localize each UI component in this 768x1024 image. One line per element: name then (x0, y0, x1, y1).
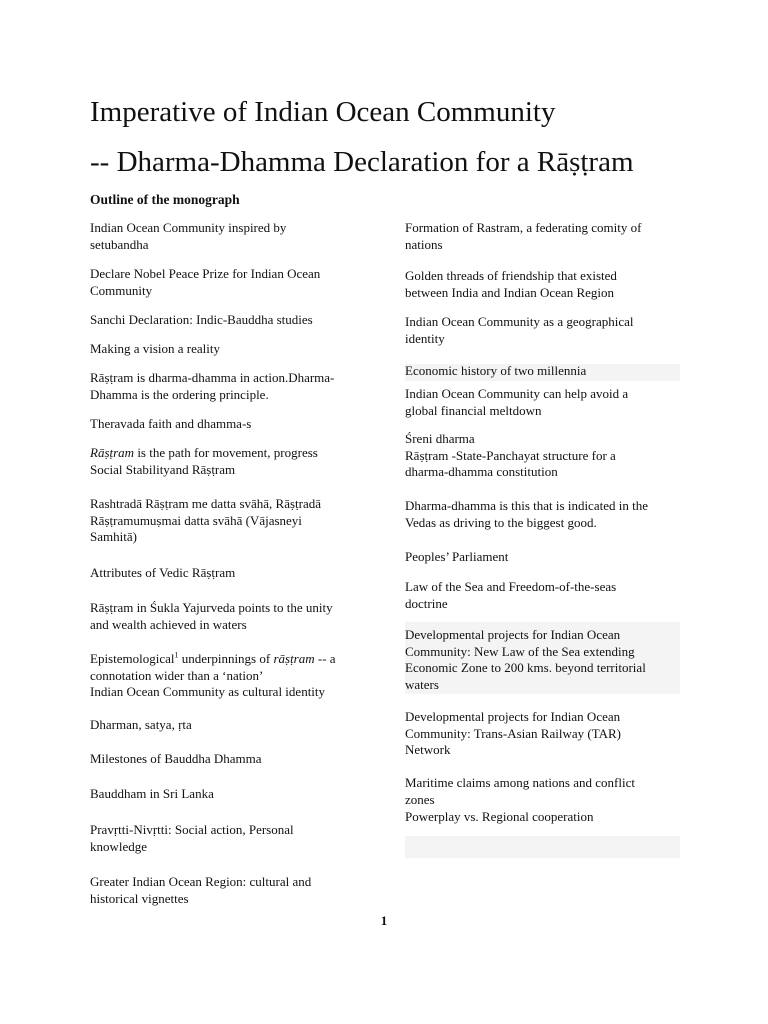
outline-item-line: Peoples’ Parliament (405, 549, 509, 564)
outline-item-line: Community: Trans-Asian Railway (TAR) (405, 725, 621, 741)
outline-item-line: Network (405, 742, 451, 757)
outline-item-line: Rāṣṭram -State-Panchayat structure for a (405, 447, 616, 463)
document-title-line-2: -- Dharma-Dhamma Declaration for a Rāṣṭram (90, 146, 634, 178)
page-number: 1 (380, 913, 388, 928)
outline-item (90, 266, 355, 299)
outline-item-line: historical vignettes (90, 890, 189, 906)
outline-item (405, 809, 677, 826)
outline-item-line: Vedas as driving to the biggest good. (405, 514, 597, 530)
outline-item-line: Community (90, 282, 153, 298)
outline-heading: Outline of the monograph (90, 192, 240, 207)
outline-item-line: Rāṣṭram is dharma-dhamma in action.Dharma- (90, 370, 335, 385)
outline-item (405, 579, 677, 612)
outline-item-line: Attributes of Vedic Rāṣṭram (90, 565, 236, 580)
outline-item (90, 717, 355, 734)
outline-item-line: zones (405, 791, 435, 807)
outline-item-line: Indian Ocean Community as a geographical (405, 314, 634, 329)
outline-item-line: Bauddham in Sri Lanka (90, 786, 214, 801)
outline-item (90, 312, 355, 329)
outline-item-line: Greater Indian Ocean Region: cultural and (90, 874, 312, 889)
shade-band (405, 836, 680, 858)
outline-item-line: between India and Indian Ocean Region (405, 284, 615, 300)
outline-item-line: Community: New Law of the Sea extending (405, 643, 635, 659)
outline-item (405, 775, 677, 808)
outline-item (405, 431, 677, 481)
outline-item (405, 386, 677, 419)
outline-item (90, 600, 355, 633)
italic-term: Rāṣṭram (90, 445, 135, 460)
outline-item (90, 874, 355, 907)
outline-item (90, 370, 355, 403)
outline-item-line: Formation of Rastram, a federating comity of (405, 220, 642, 235)
outline-item-line: Dharma-dhamma is this that is indicated in the (405, 498, 648, 513)
outline-item (405, 627, 677, 693)
document-title-line-1: Imperative of Indian Ocean Community (90, 96, 556, 128)
outline-item (90, 651, 355, 701)
outline-item-line: Developmental projects for Indian Ocean (405, 627, 621, 642)
outline-item-line: Rashtradā Rāṣṭram me datta svāhā, Rāṣṭradā (90, 496, 322, 511)
outline-item-line: nations (405, 236, 443, 252)
outline-item-line: Rāṣṭram in Śukla Yajurveda points to the unity (90, 600, 333, 615)
outline-item-line: Developmental projects for Indian Ocean (405, 709, 621, 724)
outline-item (405, 220, 677, 253)
outline-item-line: Economic history of two millennia (405, 363, 587, 378)
outline-item-line: Sanchi Declaration: Indic-Bauddha studies (90, 312, 313, 327)
outline-item (90, 565, 355, 582)
outline-item-line: Social Stabilityand Rāṣṭram (90, 461, 236, 477)
outline-item-line: and wealth achieved in waters (90, 616, 247, 632)
outline-item-line: Pravṛtti-Nivṛtti: Social action, Personal (90, 822, 294, 837)
outline-item-line: Law of the Sea and Freedom-of-the-seas (405, 579, 617, 594)
outline-item-line: Theravada faith and dhamma-s (90, 416, 252, 431)
outline-item-line: Indian Ocean Community can help avoid a (405, 386, 629, 401)
outline-item-line: Rāṣṭramumuṣmai datta svāhā (Vājasneyi (90, 512, 302, 528)
outline-item-line: Making a vision a reality (90, 341, 220, 356)
outline-item-line: Dharman, satya, ṛta (90, 717, 192, 732)
outline-item-line: Economic Zone to 200 kms. beyond territorial (405, 660, 646, 675)
outline-item-line (90, 445, 355, 462)
outline-item-line: global financial meltdown (405, 402, 542, 418)
outline-item-text: underpinnings of (178, 651, 274, 666)
outline-item (90, 786, 355, 803)
outline-item-line: waters (405, 676, 439, 692)
outline-item-line: Maritime claims among nations and conflict (405, 775, 635, 790)
outline-item-line: connotation wider than a ‘nation’ (90, 667, 264, 683)
outline-item-line: dharma-dhamma constitution (405, 464, 558, 479)
outline-item-line: Dhamma is the ordering principle. (90, 386, 269, 402)
outline-item-line: doctrine (405, 595, 448, 611)
outline-item-text: -- a (314, 651, 336, 666)
outline-item-line: Powerplay vs. Regional cooperation (405, 809, 594, 824)
outline-item (90, 822, 355, 855)
outline-item-line: knowledge (90, 838, 148, 854)
outline-item (405, 363, 677, 380)
outline-item (405, 268, 677, 301)
outline-item (405, 549, 677, 566)
outline-item (405, 709, 677, 759)
outline-item-line: Declare Nobel Peace Prize for Indian Ocean (90, 266, 321, 281)
outline-item-line: setubandha (90, 236, 149, 252)
footnote-marker: 1 (174, 650, 179, 660)
outline-item-line: Samhitā) (90, 529, 137, 544)
outline-item-line: Indian Ocean Community as cultural identity (90, 684, 326, 699)
outline-item (90, 416, 355, 433)
outline-item (90, 445, 355, 478)
outline-item-text: Epistemological (90, 651, 175, 666)
outline-item-line: Golden threads of friendship that existed (405, 268, 617, 283)
outline-item-line: Milestones of Bauddha Dhamma (90, 751, 262, 766)
outline-item (90, 341, 355, 358)
outline-item-line: Śreni dharma (405, 431, 475, 446)
outline-item (90, 496, 355, 546)
outline-item (90, 751, 355, 768)
outline-item-line: identity (405, 330, 445, 346)
outline-item (405, 314, 677, 347)
outline-item (90, 220, 355, 253)
outline-item-line: Indian Ocean Community inspired by (90, 220, 287, 235)
outline-item-line (90, 651, 355, 668)
outline-item (405, 498, 677, 531)
italic-term: rāṣṭram (273, 651, 315, 666)
outline-item-text: is the path for movement, progress (134, 445, 318, 460)
